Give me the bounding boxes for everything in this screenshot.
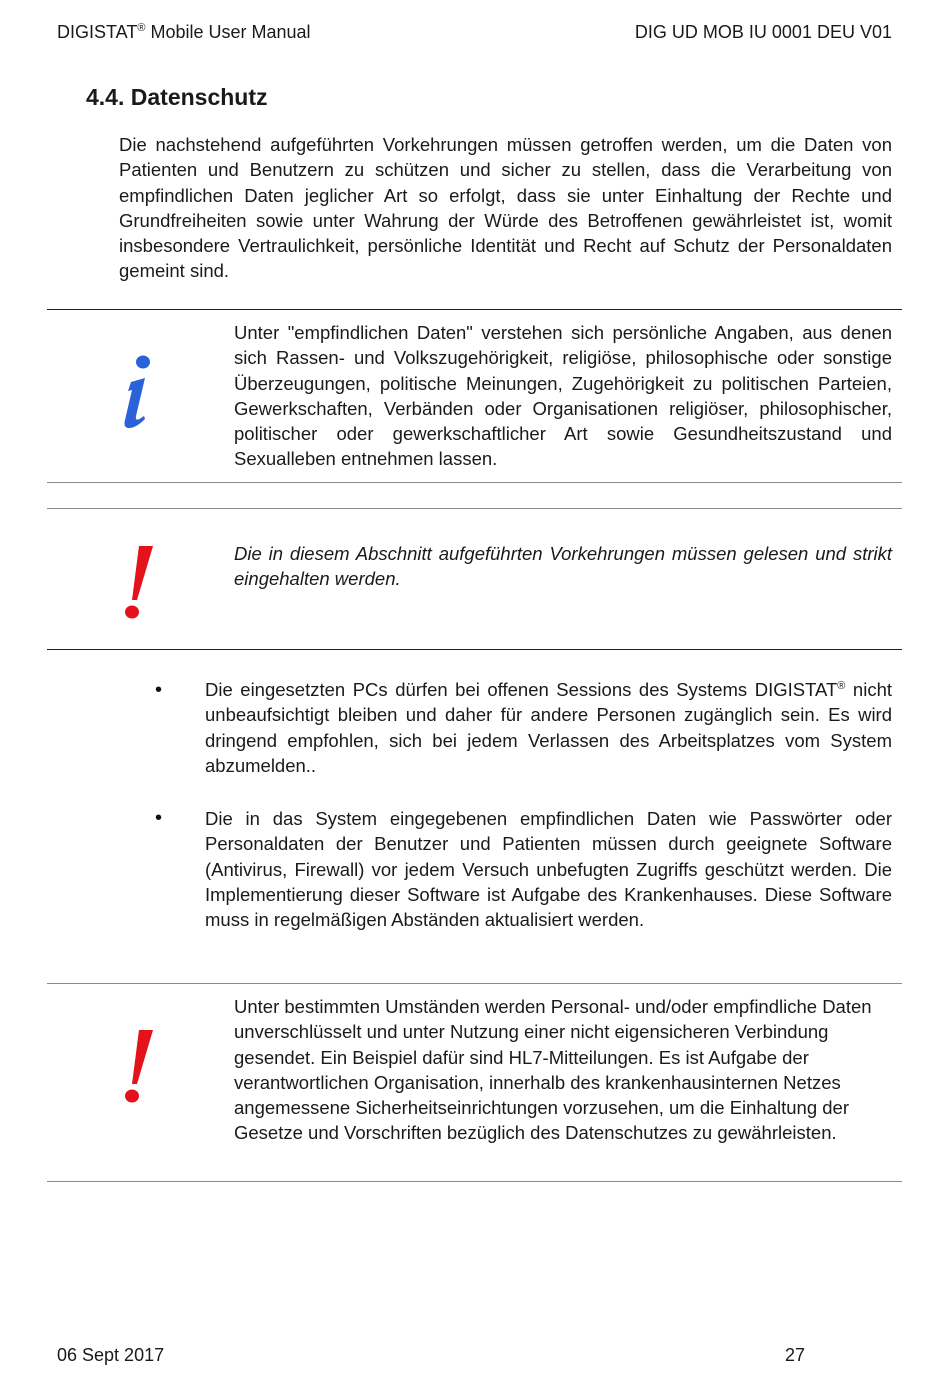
info-icon (118, 352, 158, 434)
manual-title-rest: Mobile User Manual (145, 22, 311, 42)
warning-exclamation-icon (118, 1028, 158, 1106)
manual-title (57, 22, 311, 43)
manual-title-main: DIGISTAT (57, 22, 138, 42)
info-note-text: Unter "empfindlichen Daten" verstehen sich persönliche Angaben, aus denen sich Rassen- und Volkszugehörigkeit, religiöse, philosophische oder sonstige Überzeugungen, politische Meinungen, Zugehörigkeit zu politischen Parteien, Gewerkschaften, Verbänden oder Organisationen religiöser, philosophischer, politischer oder gewerkschaftlicher Art sowie Gesundheitszustand und Sexualleben entnehmen lassen. (234, 322, 892, 470)
bullet-marker: • (155, 807, 163, 829)
bullet-marker: • (155, 679, 163, 701)
bullet-item: Die in das System eingegebenen empfindlichen Daten wie Passwörter oder Personaldaten der Benutzer und Patienten müssen durch geeignete Software (Antivirus, Firewall) vor jedem Versuch unbefugten Zugriffs geschützt werden. Die Implementierung dieser Software ist Aufgabe des Krankenhauses. Diese Software muss in regelmäßigen Abständen aktualisiert werden. (205, 808, 892, 931)
registered-mark: ® (837, 679, 846, 692)
bullet-item-text: Die eingesetzten PCs dürfen bei offenen Sessions des Systems DIGISTAT (205, 679, 838, 700)
page-number: 27 (785, 1345, 806, 1365)
note-divider-bottom (47, 482, 902, 483)
warning-note-text: Die in diesem Abschnitt aufgeführten Vorkehrungen müssen gelesen und strikt eingehalten werden. (234, 543, 892, 590)
warning-note-text: Unter bestimmten Umständen werden Personal- und/oder empfindliche Daten unverschlüsselt und unter Nutzung einer nicht eigensicheren Verbindung gesendet. Ein Beispiel dafür sind HL7-Mitteilungen. Es ist Aufgabe der verantwortlichen Organisation, innerhalb des krankenhausinternen Netzes angemessene Sicherheitseinrichtungen vorzusehen, um die Einhaltung der Gesetze und Vorschriften bezüglich des Datenschutzes zu gewährleisten. (234, 996, 872, 1144)
note-divider-top (47, 309, 902, 310)
warning-exclamation-icon (118, 544, 158, 622)
note-divider-bottom (47, 1181, 902, 1182)
bullet-item-text: nicht unbeaufsichtigt bleiben und daher für andere Personen zugänglich sein. Es wird dringend empfohlen, sich bei jedem Verlassen des Arbeitsplatzes vom System abzumelden.. (205, 679, 892, 776)
note-divider-top (47, 508, 902, 509)
document-code: DIG UD MOB IU 0001 DEU V01 (634, 22, 892, 42)
footer-date: 06 Sept 2017 (57, 1345, 165, 1365)
bullet-item (205, 677, 892, 778)
section-title: 4.4. Datenschutz (86, 84, 268, 110)
intro-paragraph: Die nachstehend aufgeführten Vorkehrungen müssen getroffen werden, um die Daten von Patienten und Benutzern zu schützen und sicher zu stellen, dass die Verarbeitung von empfindlichen Daten jeglicher Art so erfolgt, dass sie unter Einhaltung der Rechte und Grundfreiheiten sowie unter Wahrung der Würde des Betroffenen gewährleistet ist, womit insbesondere Vertraulichkeit, persönliche Identität und Recht auf Schutz der Personaldaten gemeint sind. (119, 134, 892, 282)
note-divider-top (47, 983, 902, 984)
registered-mark: ® (137, 22, 146, 34)
note-divider-bottom (47, 649, 902, 650)
